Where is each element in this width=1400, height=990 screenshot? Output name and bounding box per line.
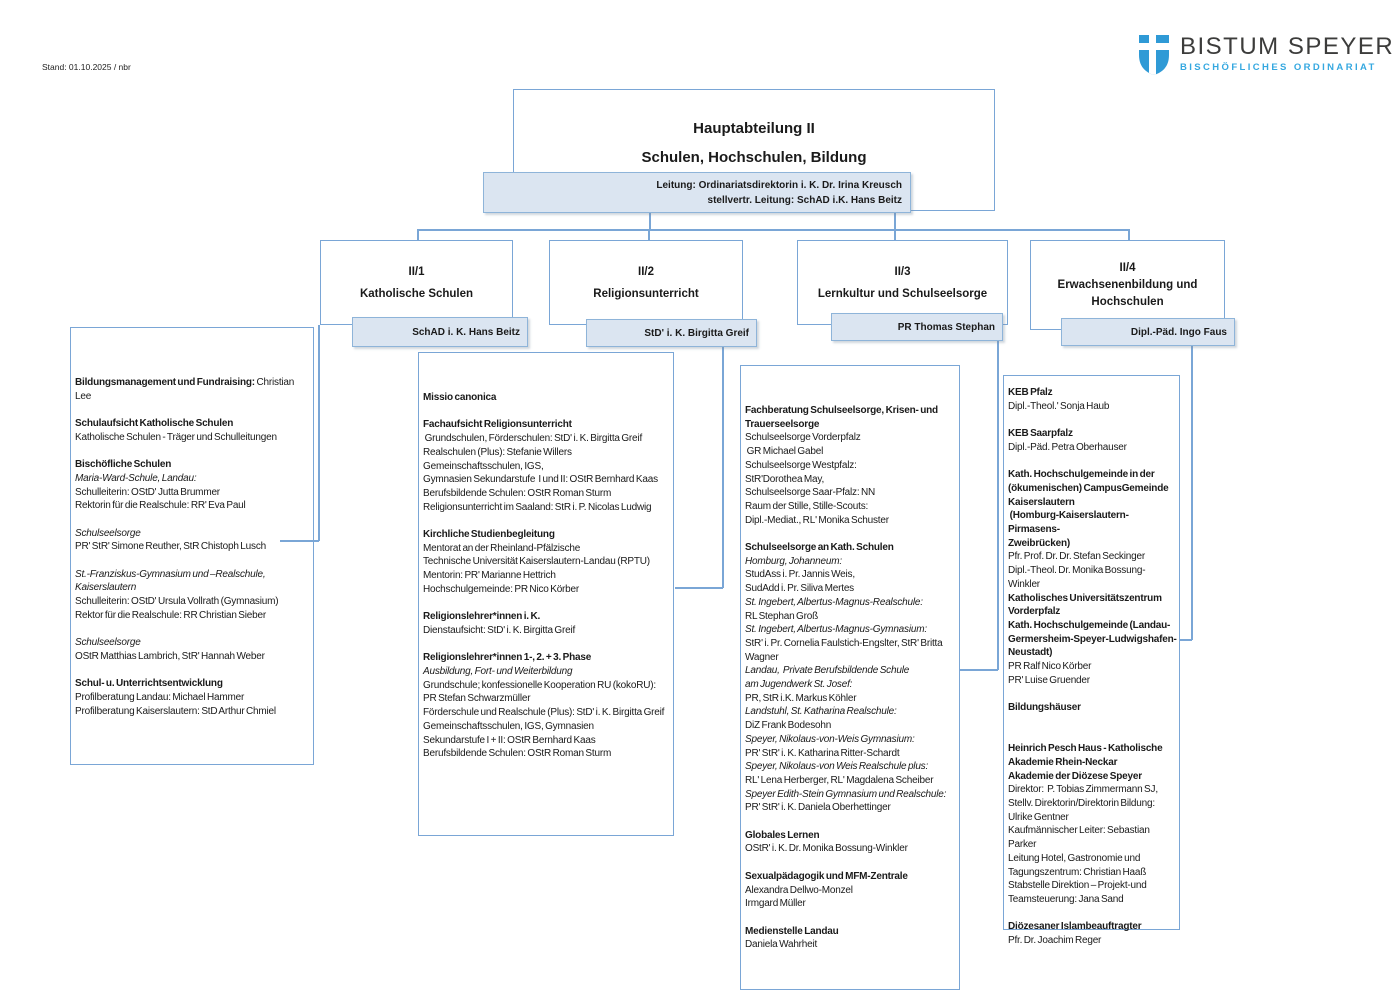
detail-line: Katholisches Universitätszentrum [1008, 592, 1162, 604]
detail-line: Speyer, Nikolaus-von Weis Realschule plus: [745, 761, 929, 773]
detail-line: Pfr. Dr. Joachim Reger [1008, 935, 1102, 947]
detail-line: am Jugendwerk St. Josef: [745, 679, 853, 691]
connector-line [417, 229, 1129, 231]
detail-spacer [75, 554, 311, 568]
detail-spacer [745, 527, 957, 541]
detail-line: Kath. Hochschulgemeinde in der [1008, 469, 1155, 481]
detail-line: Kaiserslautern [75, 582, 137, 594]
detail-line: Mentorat an der Rheinland-Pfälzische [423, 542, 581, 554]
detail-line: Schulseelsorge Saar-Pfalz: NN [745, 487, 876, 499]
detail-line: Medienstelle Landau [745, 925, 839, 937]
dept-head-ii3: PR Thomas Stephan [831, 313, 1003, 341]
detail-line: Daniela Wahrheit [745, 939, 818, 951]
detail-line: Bildungshäuser [1008, 702, 1081, 714]
detail-line: StR' i. Pr. Cornelia Faulstich-Engslter, StR' Britta [745, 637, 943, 649]
dept-details-ii1 [70, 327, 314, 765]
detail-line: PR' StR' Simone Reuther, StR Chistoph Lusch [75, 541, 266, 553]
detail-line: Schulleiterin: OStD' Jutta Brummer [75, 486, 220, 498]
detail-line: Diözesaner Islambeauftragter [1008, 921, 1142, 933]
detail-line: Schulleiterin: OStD' Ursula Vollrath (Gymnasium) [75, 596, 279, 608]
detail-line: Akademie der Diözese Speyer [1008, 770, 1142, 782]
dept-box-ii4 [1030, 240, 1225, 330]
detail-spacer [1008, 729, 1177, 743]
detail-line: OStR' i. K. Dr. Monika Bossung-Winkler [745, 843, 908, 855]
detail-line: Homburg, Johanneum: [745, 555, 842, 567]
detail-line: Dipl.-Theol. Dr. Monika Bossung-Winkler [1008, 565, 1146, 590]
detail-line: Irmgard Müller [745, 898, 806, 910]
detail-line: Zweibrücken) [1008, 537, 1071, 549]
detail-line: Dipl.-Theol.' Sonja Haub [1008, 400, 1110, 412]
detail-line: St. Ingebert, Albertus-Magnus-Gymnasium: [745, 624, 927, 636]
detail-line: Schulseelsorge [75, 527, 141, 539]
detail-line: Speyer Edith-Stein Gymnasium und Realschule: [745, 788, 947, 800]
detail-line: Akademie Rhein-Neckar [1008, 756, 1118, 768]
detail-spacer [1008, 907, 1177, 921]
root-title-line1: Hauptabteilung II [693, 120, 815, 137]
detail-spacer [745, 856, 957, 870]
connector-line [318, 325, 320, 541]
detail-spacer [1008, 687, 1177, 701]
detail-spacer [1008, 413, 1177, 427]
detail-line: Mentorin: PR' Marianne Hettrich [423, 570, 556, 582]
detail-line: RL' Lena Herberger, RL' Magdalena Scheiber [745, 774, 934, 786]
dept-code: II/3 [894, 265, 911, 278]
dept-head-ii4: Dipl.-Päd. Ingo Faus [1061, 318, 1235, 346]
detail-line: Schulseelsorge Vorderpfalz [745, 432, 861, 444]
leadership-line1: Leitung: Ordinariatsdirektorin i. K. Dr. Irina Kreusch [656, 180, 902, 191]
detail-line: Schulseelsorge Westpfalz: [745, 459, 857, 471]
detail-line: Landau, Private Berufsbildende Schule [745, 665, 910, 677]
detail-line: Rektorin für die Realschule: RR' Eva Paul [75, 500, 246, 512]
detail-spacer [745, 815, 957, 829]
detail-line: Heinrich Pesch Haus - Katholische [1008, 743, 1163, 755]
detail-spacer [423, 405, 671, 419]
detail-line: Ausbildung, Fort- und Weiterbildung [423, 666, 573, 677]
detail-spacer [75, 623, 311, 637]
detail-line: Dienstaufsicht: StD' i. K. Birgitta Greif [423, 624, 576, 636]
detail-line: DiZ Frank Bodesohn [745, 720, 832, 732]
detail-line: PR Stefan Schwarzmüller [423, 693, 531, 705]
detail-line: GR Michael Gabel [745, 446, 824, 458]
detail-line: OStR Matthias Lambrich, StR' Hannah Weber [75, 650, 265, 662]
dept-name: Erwachsenenbildung und Hochschulen [1057, 278, 1198, 308]
detail-line: StudAss i. Pr. Jannis Weis, [745, 569, 855, 581]
detail-line: PR, StR i.K. Markus Köhler [745, 692, 857, 704]
detail-line: Landstuhl, St. Katharina Realschule: [745, 706, 897, 718]
leadership-line2: stellvertr. Leitung: SchAD i.K. Hans Beitz [707, 195, 902, 206]
detail-line: SudAdd i. Pr. Siliva Mertes [745, 583, 854, 595]
detail-line: Schulaufsicht Katholische Schulen [75, 418, 234, 430]
detail-line: Berufsbildende Schulen: OStR Roman Sturm [423, 487, 612, 499]
detail-line: Rektor für die Realschule: RR Christian Sieber [75, 609, 266, 621]
detail-line: Leitung Hotel, Gastronomie und [1008, 852, 1141, 864]
detail-line: Globales Lernen [745, 829, 820, 841]
detail-line: Alexandra Dellwo-Monzel [745, 884, 853, 896]
detail-line: PR' StR' i. K. Katharina Ritter-Schardt [745, 747, 900, 759]
detail-line: PR' Luise Gruender [1008, 674, 1090, 686]
detail-line: Profilberatung Landau: Michael Hammer [75, 692, 245, 704]
detail-line: Speyer, Nikolaus-von-Weis Gymnasium: [745, 733, 915, 745]
detail-line: Grundschulen, Förderschulen: StD' i. K. Birgitta Greif [423, 433, 643, 445]
detail-line: Schulseelsorge [75, 637, 141, 649]
detail-line: Gemeinschaftsschulen, IGS, Gymnasien [423, 720, 594, 732]
detail-line: Neustadt) [1008, 647, 1053, 659]
detail-line: Gemeinschaftsschulen, IGS, [423, 460, 544, 472]
detail-line: Bildungsmanagement und Fundraising: Christian Lee [75, 377, 296, 402]
detail-line: Förderschule und Realschule (Plus): StD' i. K. Birgitta Greif [423, 707, 665, 719]
detail-line: Germersheim-Speyer-Ludwigshafen- [1008, 633, 1177, 645]
detail-line: Bischöfliche Schulen [75, 459, 172, 471]
dept-code: II/4 [1119, 261, 1136, 274]
detail-line: Katholische Schulen - Träger und Schulleitungen [75, 431, 277, 443]
shield-cross-icon [1138, 34, 1170, 76]
detail-line: Sekundarstufe I + II: OStR Bernhard Kaas [423, 734, 596, 746]
dept-details-ii3 [740, 365, 960, 990]
detail-line: Maria-Ward-Schule, Landau: [75, 472, 197, 484]
dept-name: Katholische Schulen [359, 287, 474, 300]
connector-line [960, 669, 998, 671]
detail-line: Trauerseelsorge [745, 418, 820, 430]
detail-spacer [423, 514, 671, 528]
detail-line: Stellv. Direktorin/Direktorin Bildung: [1008, 798, 1155, 810]
root-leadership-box [483, 172, 911, 213]
detail-spacer [75, 445, 311, 459]
detail-line: Religionslehrer*innen 1-, 2. + 3. Phase [423, 652, 592, 664]
detail-line: Raum der Stille, Stille-Scouts: [745, 500, 869, 512]
detail-line: (ökumenischen) CampusGemeinde [1008, 482, 1169, 494]
detail-spacer [423, 597, 671, 611]
dept-name: Lernkultur und Schulseelsorge [817, 287, 988, 300]
detail-line: Technische Universität Kaiserslautern-Landau (RPTU) [423, 556, 650, 568]
logo-text [1180, 34, 1394, 73]
detail-line: PR' StR' i. K. Daniela Oberhettinger [745, 802, 891, 814]
dept-head-ii1: SchAD i. K. Hans Beitz [352, 317, 528, 347]
detail-line: Sexualpädagogik und MFM-Zentrale [745, 870, 908, 882]
dept-head-ii2: StD' i. K. Birgitta Greif [586, 319, 757, 347]
detail-line: Kaufmännischer Leiter: Sebastian Parker [1008, 825, 1152, 851]
detail-line: RL Stephan Groß [745, 610, 819, 622]
detail-line: Hochschulgemeinde: PR Nico Körber [423, 583, 580, 595]
bistum-speyer-logo [1138, 34, 1394, 76]
connector-line [675, 587, 723, 589]
detail-spacer [423, 638, 671, 652]
connector-line [894, 211, 896, 230]
detail-line: KEB Saarpfalz [1008, 428, 1073, 440]
detail-line: Teamsteuerung: Jana Sand [1008, 893, 1124, 905]
logo-title: BISTUM SPEYER [1180, 33, 1395, 60]
detail-line: Dipl.-Päd. Petra Oberhauser [1008, 441, 1127, 453]
detail-line: Ulrike Gentner [1008, 811, 1069, 823]
detail-line: Profilberatung Kaiserslautern: StD Arthur Chmiel [75, 705, 276, 717]
dept-box-ii1 [320, 240, 513, 325]
detail-line: PR Ralf Nico Körber [1008, 661, 1092, 673]
dept-name: Religionsunterricht [593, 287, 699, 300]
detail-line: Religionsunterricht im Saaland: StR i. P. Nicolas Ludwig [423, 501, 652, 513]
connector-line [997, 341, 999, 670]
detail-line: Direktor: P. Tobias Zimmermann SJ, [1008, 784, 1158, 796]
document-date-stamp: Stand: 01.10.2025 / nbr [42, 62, 131, 72]
detail-spacer [745, 911, 957, 925]
detail-spacer [1008, 455, 1177, 469]
detail-line: Stabstelle Direktion – Projekt-und [1008, 880, 1147, 892]
detail-line: Vorderpfalz [1008, 606, 1061, 618]
detail-line: Dipl.-Mediat., RL' Monika Schuster [745, 514, 889, 526]
root-title-line2: Schulen, Hochschulen, Bildung [641, 149, 867, 166]
connector-line [649, 211, 651, 230]
detail-line: KEB Pfalz [1008, 387, 1053, 398]
detail-spacer [75, 513, 311, 527]
detail-line: Realschulen (Plus): Stefanie Willers [423, 446, 572, 458]
connector-line [1191, 346, 1193, 640]
detail-line: Tagungszentrum: Christian Haaß [1008, 866, 1147, 878]
detail-line: Schulseelsorge an Kath. Schulen [745, 542, 894, 554]
detail-line: Grundschule; konfessionelle Kooperation RU (kokoRU): [423, 679, 656, 691]
detail-line: (Homburg-Kaiserslautern-Pirmasens- [1008, 510, 1129, 535]
logo-subtitle: BISCHÖFLICHES ORDINARIAT [1180, 62, 1377, 73]
detail-line: Berufsbildende Schulen: OStR Roman Sturm [423, 748, 612, 760]
detail-spacer [75, 403, 311, 417]
detail-line: Fachberatung Schulseelsorge, Krisen- und [745, 405, 938, 416]
detail-line: Gymnasien Sekundarstufe I und II: OStR Bernhard Kaas [423, 474, 658, 486]
detail-line: St. Ingebert, Albertus-Magnus-Realschule: [745, 596, 923, 608]
detail-line: Kirchliche Studienbegleitung [423, 529, 555, 540]
detail-line: Fachaufsicht Religionsunterricht [423, 419, 572, 431]
dept-box-ii2 [549, 240, 743, 325]
detail-spacer [1008, 715, 1177, 729]
dept-code: II/1 [408, 265, 425, 278]
connector-line [1180, 639, 1192, 641]
detail-line: Schul- u. Unterrichtsentwicklung [75, 678, 223, 690]
dept-code: II/2 [638, 265, 654, 278]
connector-line [722, 347, 724, 588]
detail-line: StR'Dorothea May, [745, 473, 825, 485]
detail-line: Religionslehrer*innen i. K. [423, 611, 541, 623]
dept-details-ii4 [1003, 375, 1180, 947]
detail-line: Pfr. Prof. Dr. Dr. Stefan Seckinger [1008, 551, 1145, 563]
detail-line: Missio canonica [423, 392, 497, 403]
detail-spacer [75, 664, 311, 678]
detail-line: St.-Franziskus-Gymnasium und –Realschule, [75, 568, 266, 580]
dept-details-ii2 [418, 352, 674, 836]
detail-line: Kaiserslautern [1008, 496, 1075, 508]
detail-line: Wagner [745, 651, 779, 663]
detail-line: Kath. Hochschulgemeinde (Landau- [1008, 619, 1171, 631]
connector-line [280, 540, 319, 542]
